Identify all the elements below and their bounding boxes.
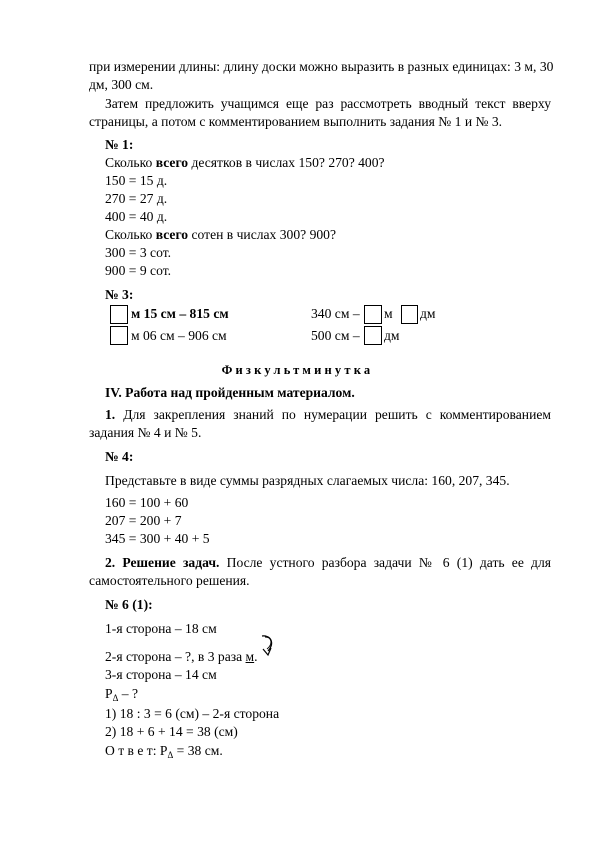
task3-row2-right-a: 500 см – — [311, 328, 360, 343]
task4-expr-2: 207 = 200 + 7 — [105, 513, 182, 528]
task1-answer-5: 900 = 9 сот. — [105, 263, 172, 278]
answer-box — [110, 305, 128, 324]
intro-line-2: дм, 300 см. — [89, 77, 154, 92]
intro-line-1: при измерении длины: длину доски можно выразить в разных единицах: 3 м, 30 — [89, 59, 554, 74]
task4-expr-1: 160 = 100 + 60 — [105, 495, 189, 510]
intro-para2-line-1: Затем предложить учащимся еще раз рассмотреть вводный текст вверху — [105, 96, 551, 111]
task6-solution-2: 2) 18 + 6 + 14 = 38 (см) — [105, 724, 238, 739]
task6-solution-1: 1) 18 : 3 = 6 (см) – 2-я сторона — [105, 706, 280, 721]
task6-side-1: 1-я сторона – 18 см — [105, 621, 217, 636]
task4-text: Представьте в виде суммы разрядных слагаемых числа: 160, 207, 345. — [105, 473, 510, 488]
task6-side-3: 3-я сторона – 14 см — [105, 667, 217, 682]
task3-row1-right-b: м — [384, 306, 393, 321]
task1-question-2: Сколько всего сотен в числах 300? 900? — [105, 227, 336, 242]
answer-box — [364, 305, 382, 324]
task3-heading: № 3: — [105, 287, 134, 302]
task3-row2-left: м 06 см – 906 см — [131, 328, 227, 343]
task6-answer: О т в е т: $P_\Delta = 38$ см. — [105, 743, 223, 760]
task1-answer-4: 300 = 3 сот. — [105, 245, 172, 260]
section2-line-1: 2. Решение задач. После устного разбора задачи № 6 (1) дать ее для — [105, 555, 552, 570]
task3-row1-right-c: дм — [420, 306, 436, 321]
task3-row1-right-a: 340 см – — [311, 306, 360, 321]
task1-answer-2: 270 = 27 д. — [105, 191, 168, 206]
task3-row2-right-b: дм — [384, 328, 400, 343]
section4-para-line-2: задания № 4 и № 5. — [89, 425, 202, 440]
answer-box — [110, 326, 128, 345]
task6-side-2: 2-я сторона – ?, в 3 раза м. — [105, 649, 258, 664]
task4-expr-3: 345 = 300 + 40 + 5 — [105, 531, 210, 546]
section4-heading: IV. Работа над пройденным материалом. — [105, 385, 355, 400]
section4-para-line-1: 1. Для закрепления знаний по нумерации решить с комментированием — [105, 407, 551, 422]
task1-answer-1: 150 = 15 д. — [105, 173, 168, 188]
task6-perimeter-question: $P_\Delta$ – ? — [105, 686, 138, 703]
section2-line-2: самостоятельного решения. — [89, 573, 250, 588]
task1-heading: № 1: — [105, 137, 134, 152]
curved-arrow-icon — [259, 633, 277, 659]
task4-heading: № 4: — [105, 449, 134, 464]
answer-box — [364, 326, 382, 345]
task1-question-1: Сколько всего десятков в числах 150? 270? 400? — [105, 155, 385, 170]
task1-answer-3: 400 = 40 д. — [105, 209, 168, 224]
task6-heading: № 6 (1): — [105, 597, 153, 612]
intro-para2-line-2: страницы, а потом с комментированием выполнить задания № 1 и № 3. — [89, 114, 503, 129]
answer-box — [401, 305, 418, 324]
break-title: Физкультминутка — [221, 363, 374, 377]
task3-row1-left: м 15 см – 815 см — [131, 306, 229, 321]
